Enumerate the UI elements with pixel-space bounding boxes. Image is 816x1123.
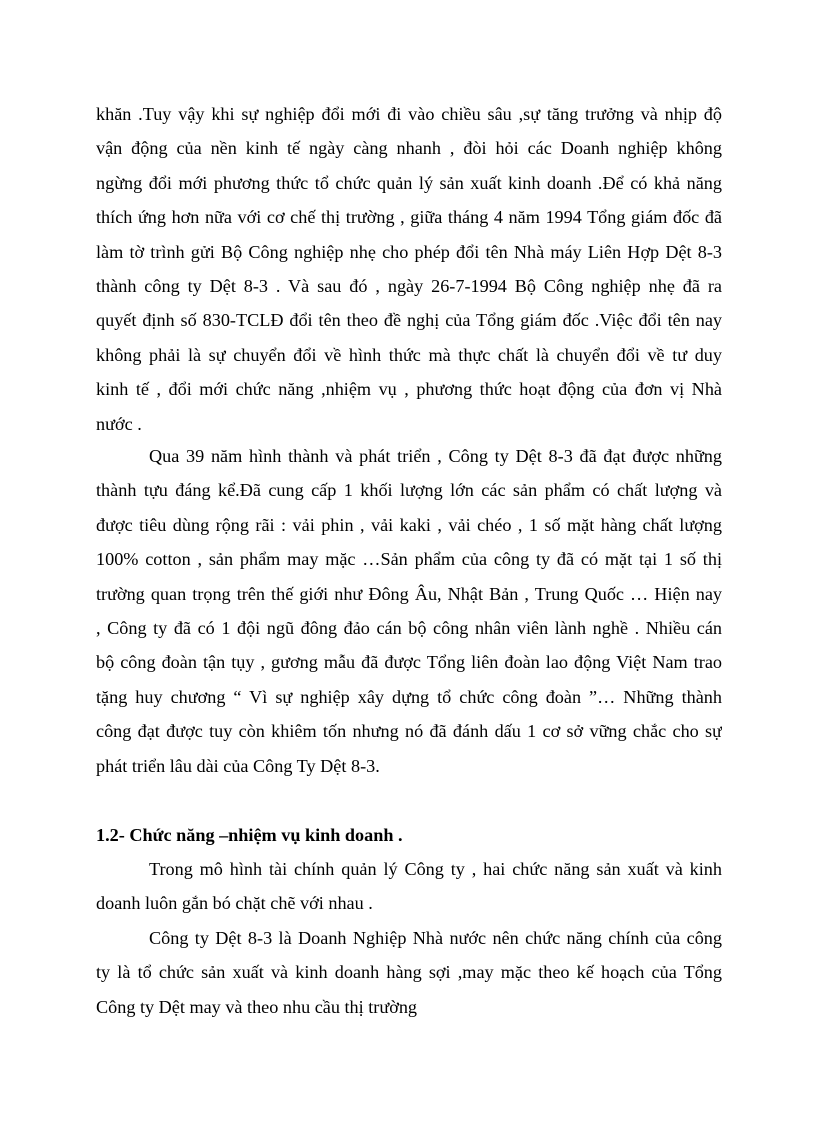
paragraph-line: Trong mô hình tài chính quản lý Công ty , hai chức năng sản xuất và kinh	[149, 859, 722, 879]
paragraph-business-functions	[96, 852, 722, 921]
paragraph-line: ty là tổ chức sản xuất và kinh doanh hàng sợi ,may mặc theo kế hoạch của Tổng	[96, 962, 722, 983]
paragraph-line: quyết định số 830-TCLĐ đổi tên theo đề nghị của Tổng giám đốc .Việc đổi tên nay	[96, 310, 722, 331]
paragraph-line: nước .	[96, 413, 142, 434]
paragraph-line: Công ty Dệt 8-3 là Doanh Nghiệp Nhà nước nên chức năng chính của công	[149, 928, 722, 948]
paragraph-line: không phải là sự chuyển đổi về hình thức mà thực chất là chuyển đổi về tư duy	[96, 344, 722, 365]
paragraph-line: doanh luôn gắn bó chặt chẽ với nhau .	[96, 893, 373, 914]
paragraph-line: Công ty Dệt may và theo nhu cầu thị trường	[96, 996, 418, 1017]
paragraph-line: thích ứng hơn nữa với cơ chế thị trường , giữa tháng 4 năm 1994 Tổng giám đốc đã	[96, 207, 722, 228]
paragraph-line: tặng huy chương “ Vì sự nghiệp xây dựng tổ chức công đoàn ”… Những thành	[96, 686, 722, 707]
paragraph-line: công đạt được tuy còn khiêm tốn nhưng nó đã đánh dấu 1 cơ sở vững chắc cho sự	[96, 721, 722, 742]
section-heading-text: 1.2- Chức năng –nhiệm vụ kinh doanh .	[96, 825, 403, 845]
paragraph-line: Qua 39 năm hình thành và phát triển , Công ty Dệt 8-3 đã đạt được những	[149, 446, 722, 466]
paragraph-line: 100% cotton , sản phẩm may mặc …Sản phẩm của công ty đã có mặt tại 1 số thị	[96, 549, 722, 570]
paragraph-line: trường quan trọng trên thế giới như Đông Âu, Nhật Bản , Trung Quốc … Hiện nay	[96, 583, 722, 604]
paragraph-line: ngừng đổi mới phương thức tổ chức quản lý sản xuất kinh doanh .Để có khả năng	[96, 172, 722, 193]
paragraph-line: thành tựu đáng kể.Đã cung cấp 1 khối lượng lớn các sản phẩm có chất lượng và	[96, 480, 722, 501]
paragraph-achievements	[96, 439, 722, 783]
paragraph-main-function	[96, 921, 722, 1024]
paragraph-line: vận động của nền kinh tế ngày càng nhanh , đòi hỏi các Doanh nghiệp không	[96, 138, 722, 159]
paragraph-line: phát triển lâu dài của Công Ty Dệt 8-3.	[96, 755, 380, 776]
paragraph-line: kinh tế , đổi mới chức năng ,nhiệm vụ , phương thức hoạt động của đơn vị Nhà	[96, 379, 722, 400]
paragraph-line: bộ công đoàn tận tụy , gương mẫu đã được Tổng liên đoàn lao động Việt Nam trao	[96, 652, 722, 673]
paragraph-line: được tiêu dùng rộng rãi : vải phin , vải kaki , vải chéo , 1 số mặt hàng chất lượng	[96, 514, 722, 535]
paragraph-line: thành công ty Dệt 8-3 . Và sau đó , ngày 26-7-1994 Bộ Công nghiệp nhẹ đã ra	[96, 275, 722, 296]
paragraph-line: khăn .Tuy vậy khi sự nghiệp đổi mới đi vào chiều sâu ,sự tăng trưởng và nhịp độ	[96, 104, 722, 124]
paragraph-line: , Công ty đã có 1 đội ngũ đông đảo cán bộ công nhân viên lành nghề . Nhiều cán	[96, 617, 722, 638]
paragraph-company-renaming	[96, 97, 722, 441]
section-heading	[96, 818, 722, 852]
paragraph-line: làm tờ trình gửi Bộ Công nghiệp nhẹ cho phép đổi tên Nhà máy Liên Hợp Dệt 8-3	[96, 241, 722, 262]
